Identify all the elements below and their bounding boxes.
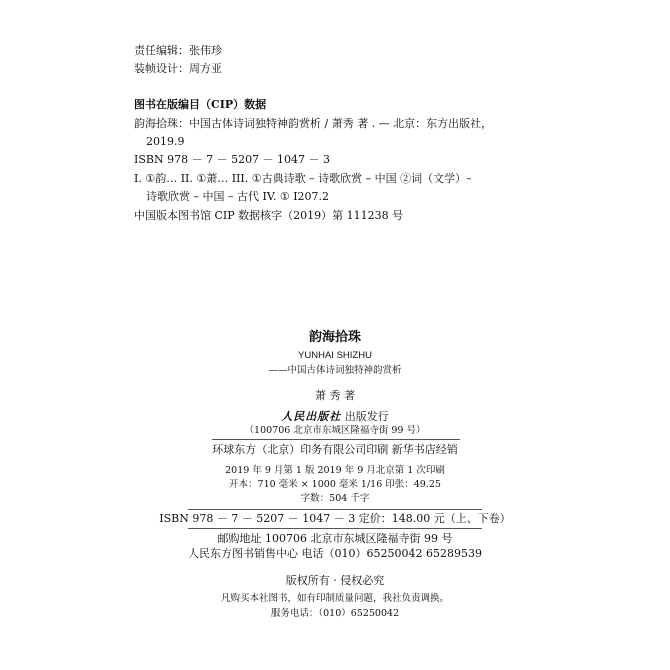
sales-center-line: 人民东方图书销售中心 电话（010）65250042 65289539: [188, 547, 482, 560]
mail-address-line: 邮购地址 100706 北京市东城区隆福寺街 99 号: [217, 532, 453, 545]
cip-entry-line1: 韵海拾珠：中国古体诗词独特神韵赏析 / 萧秀 著 . — 北京：东方出版社，: [134, 117, 493, 130]
cip-number: 中国版本图书馆 CIP 数据核字（2019）第 111238 号: [134, 209, 404, 222]
divider: [188, 528, 482, 529]
cip-isbn: ISBN 978 － 7 － 5207 － 1047 － 3: [134, 153, 331, 166]
quality-notice-line: 凡购买本社图书，如有印制质量问题，我社负责调换。: [220, 593, 449, 604]
design-credit: [134, 62, 222, 76]
book-title: 韵海拾珠: [308, 330, 361, 345]
format-line: 开本：710 毫米 × 1000 毫米 1/16 印张：49.25: [229, 479, 441, 490]
publisher-suffix: 出版发行: [344, 410, 389, 423]
publisher-logo: 人民出版社: [281, 410, 342, 423]
design-label: 装帧设计：: [134, 62, 189, 75]
divider: [188, 509, 482, 510]
book-author: 萧 秀 著: [315, 389, 355, 402]
book-title-pinyin: YUNHAI SHIZHU: [298, 350, 372, 361]
isbn-price-line: ISBN 978 － 7 － 5207 － 1047 － 3 定价：148.00 元（上、下卷）: [159, 512, 511, 525]
design-name: 周方亚: [189, 62, 222, 75]
cip-subject-line2: 诗歌欣赏 – 中国 – 古代 IV. ① I207.2: [146, 190, 330, 203]
divider: [212, 439, 460, 440]
editor-label: 责任编辑：: [134, 44, 189, 57]
cip-heading: 图书在版编目（CIP）数据: [134, 98, 267, 111]
printer-line: 环球东方（北京）印务有限公司印刷 新华书店经销: [212, 443, 458, 456]
publisher-address: （100706 北京市东城区隆福寺街 99 号）: [244, 425, 426, 436]
service-phone-line: 服务电话：（010）65250042: [270, 608, 400, 619]
editor-credit: [134, 44, 222, 58]
rights-line: 版权所有 · 侵权必究: [285, 574, 385, 587]
cip-entry-line2: 2019.9: [146, 135, 185, 148]
publisher-line: [0, 410, 670, 424]
word-count-line: 字数：504 千字: [300, 493, 370, 504]
edition-line: 2019 年 9 月第 1 版 2019 年 9 月北京第 1 次印刷: [225, 465, 445, 476]
book-subtitle: ——中国古体诗词独特神韵赏析: [268, 365, 402, 376]
editor-name: 张伟珍: [189, 44, 222, 57]
cip-subject-line1: I. ①韵… II. ①萧… III. ①古典诗歌 – 诗歌欣赏 – 中国 ②词（文学）–: [134, 172, 472, 185]
